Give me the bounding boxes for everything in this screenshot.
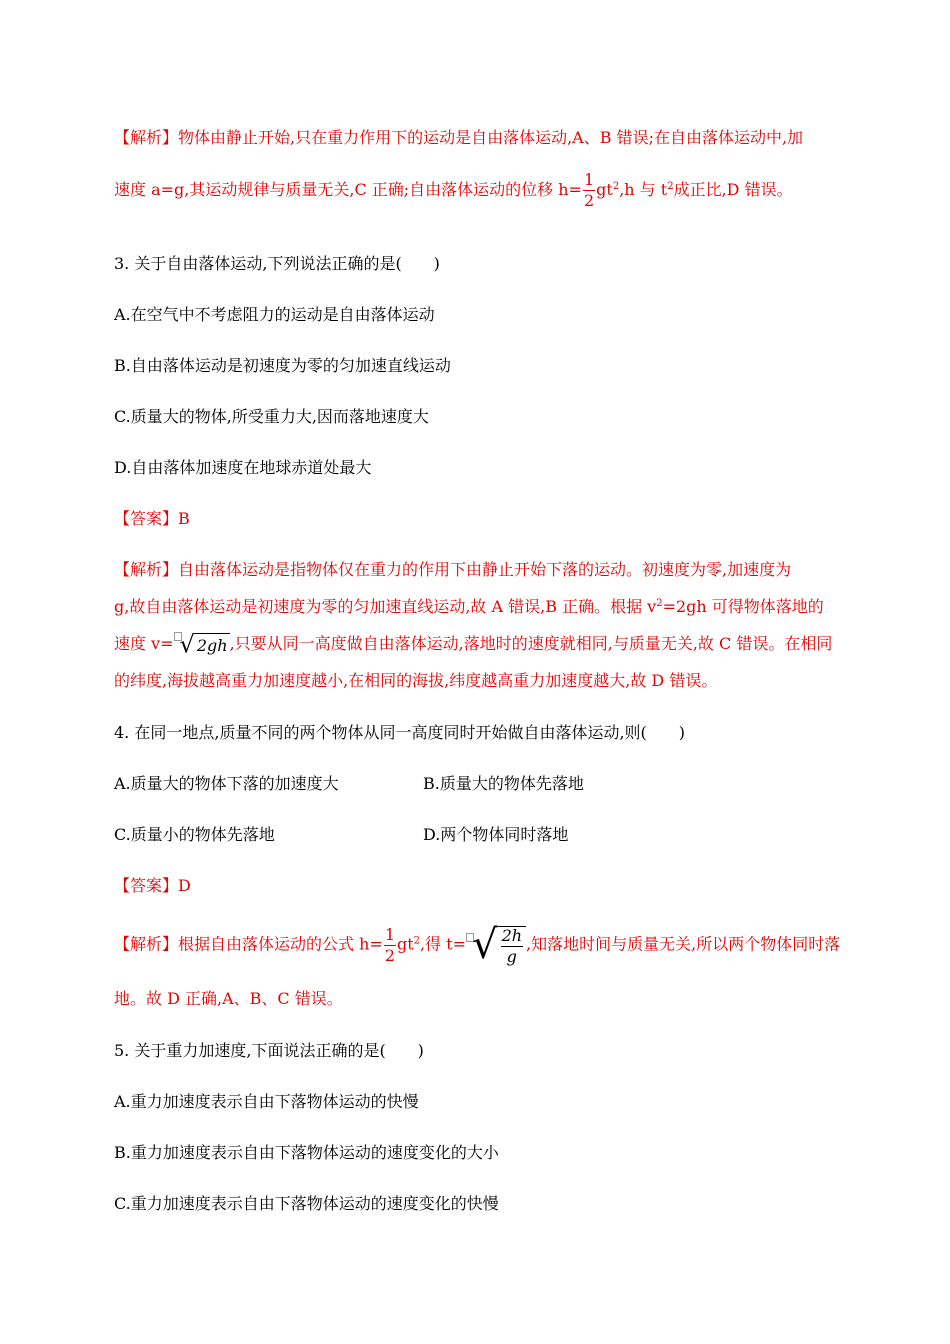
q4-analysis-line-1: [114, 922, 841, 968]
q3-option-d: D.自由落体加速度在地球赤道处最大: [114, 458, 372, 477]
fraction-denominator: 2: [583, 191, 595, 210]
q4-option-a: A.质量大的物体下落的加速度大: [114, 774, 339, 793]
fraction-half: [583, 172, 595, 209]
q4-option-b: B.质量大的物体先落地: [423, 774, 584, 793]
radical-sign: √: [179, 630, 195, 659]
square-root-fraction: [466, 922, 526, 968]
fraction-denominator: g: [506, 946, 517, 966]
superscript: 2: [413, 935, 421, 947]
q3-analysis-line-4: 的纬度,海拔越高重力加速度越小,在相同的海拔,纬度越高重力加速度越大,故 D 错误。: [114, 671, 718, 690]
q3-analysis-line-2: [114, 596, 824, 618]
q3-option-c: C.质量大的物体,所受重力大,因而落地速度大: [114, 407, 429, 426]
q3-analysis-text-post: ,只要从同一高度做自由落体运动,落地时的速度就相同,与质量无关,故 C 错误。在相同: [229, 633, 833, 653]
q3-analysis-text-post: =2gh 可得物体落地的: [662, 597, 824, 616]
radical-sign: √: [472, 922, 498, 968]
fraction-half: [384, 924, 396, 965]
q3-analysis-line-3: [114, 632, 832, 657]
q4-analysis-text-post: ,知落地时间与质量无关,所以两个物体同时落: [526, 934, 841, 954]
q3-option-b: B.自由落体运动是初速度为零的匀加速直线运动: [114, 356, 451, 375]
radicand: 2gh: [195, 633, 230, 657]
q4-option-c: C.质量小的物体先落地: [114, 825, 275, 844]
q3-answer: 【答案】B: [114, 509, 190, 528]
superscript: 2: [667, 181, 674, 192]
q2-analysis-text-post: 成正比,D 错误。: [673, 180, 793, 199]
q5-option-a: A.重力加速度表示自由下落物体运动的快慢: [114, 1092, 419, 1111]
q2-analysis-gt: gt: [596, 180, 613, 199]
q4-analysis-gt: gt: [397, 934, 414, 954]
q4-analysis-line-2: 地。故 D 正确,A、B、C 错误。: [114, 989, 343, 1008]
q3-option-a: A.在空气中不考虑阻力的运动是自由落体运动: [114, 305, 435, 324]
square-root: [174, 632, 230, 657]
q4-answer: 【答案】D: [114, 876, 191, 895]
q5-option-b: B.重力加速度表示自由下落物体运动的速度变化的大小: [114, 1143, 499, 1162]
q3-analysis-text-pre: 速度 v=: [114, 633, 174, 653]
radicand: [498, 926, 526, 965]
fraction-denominator: 2: [384, 945, 395, 965]
q2-analysis-line-2: [114, 172, 793, 209]
fraction-2h-over-g: [501, 925, 523, 966]
q2-analysis-text-mid: ,h 与 t: [619, 180, 668, 199]
q3-stem: 3. 关于自由落体运动,下列说法正确的是( ): [114, 254, 440, 273]
q4-options-row-1: [114, 773, 339, 795]
q2-analysis-text-pre: 速度 a=g,其运动规律与质量无关,C 正确;自由落体运动的位移 h=: [114, 180, 582, 199]
q5-stem: 5. 关于重力加速度,下面说法正确的是( ): [114, 1041, 424, 1060]
fraction-numerator: 2h: [501, 925, 523, 945]
q4-analysis-text-mid: ,得 t=: [420, 934, 467, 954]
fraction-numerator: 1: [583, 170, 595, 189]
superscript: 2: [612, 181, 620, 192]
q5-option-c: C.重力加速度表示自由下落物体运动的速度变化的快慢: [114, 1194, 499, 1213]
fraction-numerator: 1: [384, 924, 395, 944]
q4-stem: 4. 在同一地点,质量不同的两个物体从同一高度同时开始做自由落体运动,则( ): [114, 723, 686, 742]
q4-analysis-text-pre: 【解析】根据自由落体运动的公式 h=: [114, 934, 383, 954]
q3-analysis-text-pre: g,故自由落体运动是初速度为零的匀加速直线运动,故 A 错误,B 正确。根据 v: [114, 597, 657, 616]
superscript: 2: [656, 598, 663, 609]
q3-analysis-line-1: 【解析】自由落体运动是指物体仅在重力的作用下由静止开始下落的运动。初速度为零,加速度为: [114, 560, 792, 579]
q4-option-d: D.两个物体同时落地: [423, 825, 569, 844]
q2-analysis-line-1: 【解析】物体由静止开始,只在重力作用下的运动是自由落体运动,A、B 错误;在自由落体运动中,加: [114, 128, 804, 147]
